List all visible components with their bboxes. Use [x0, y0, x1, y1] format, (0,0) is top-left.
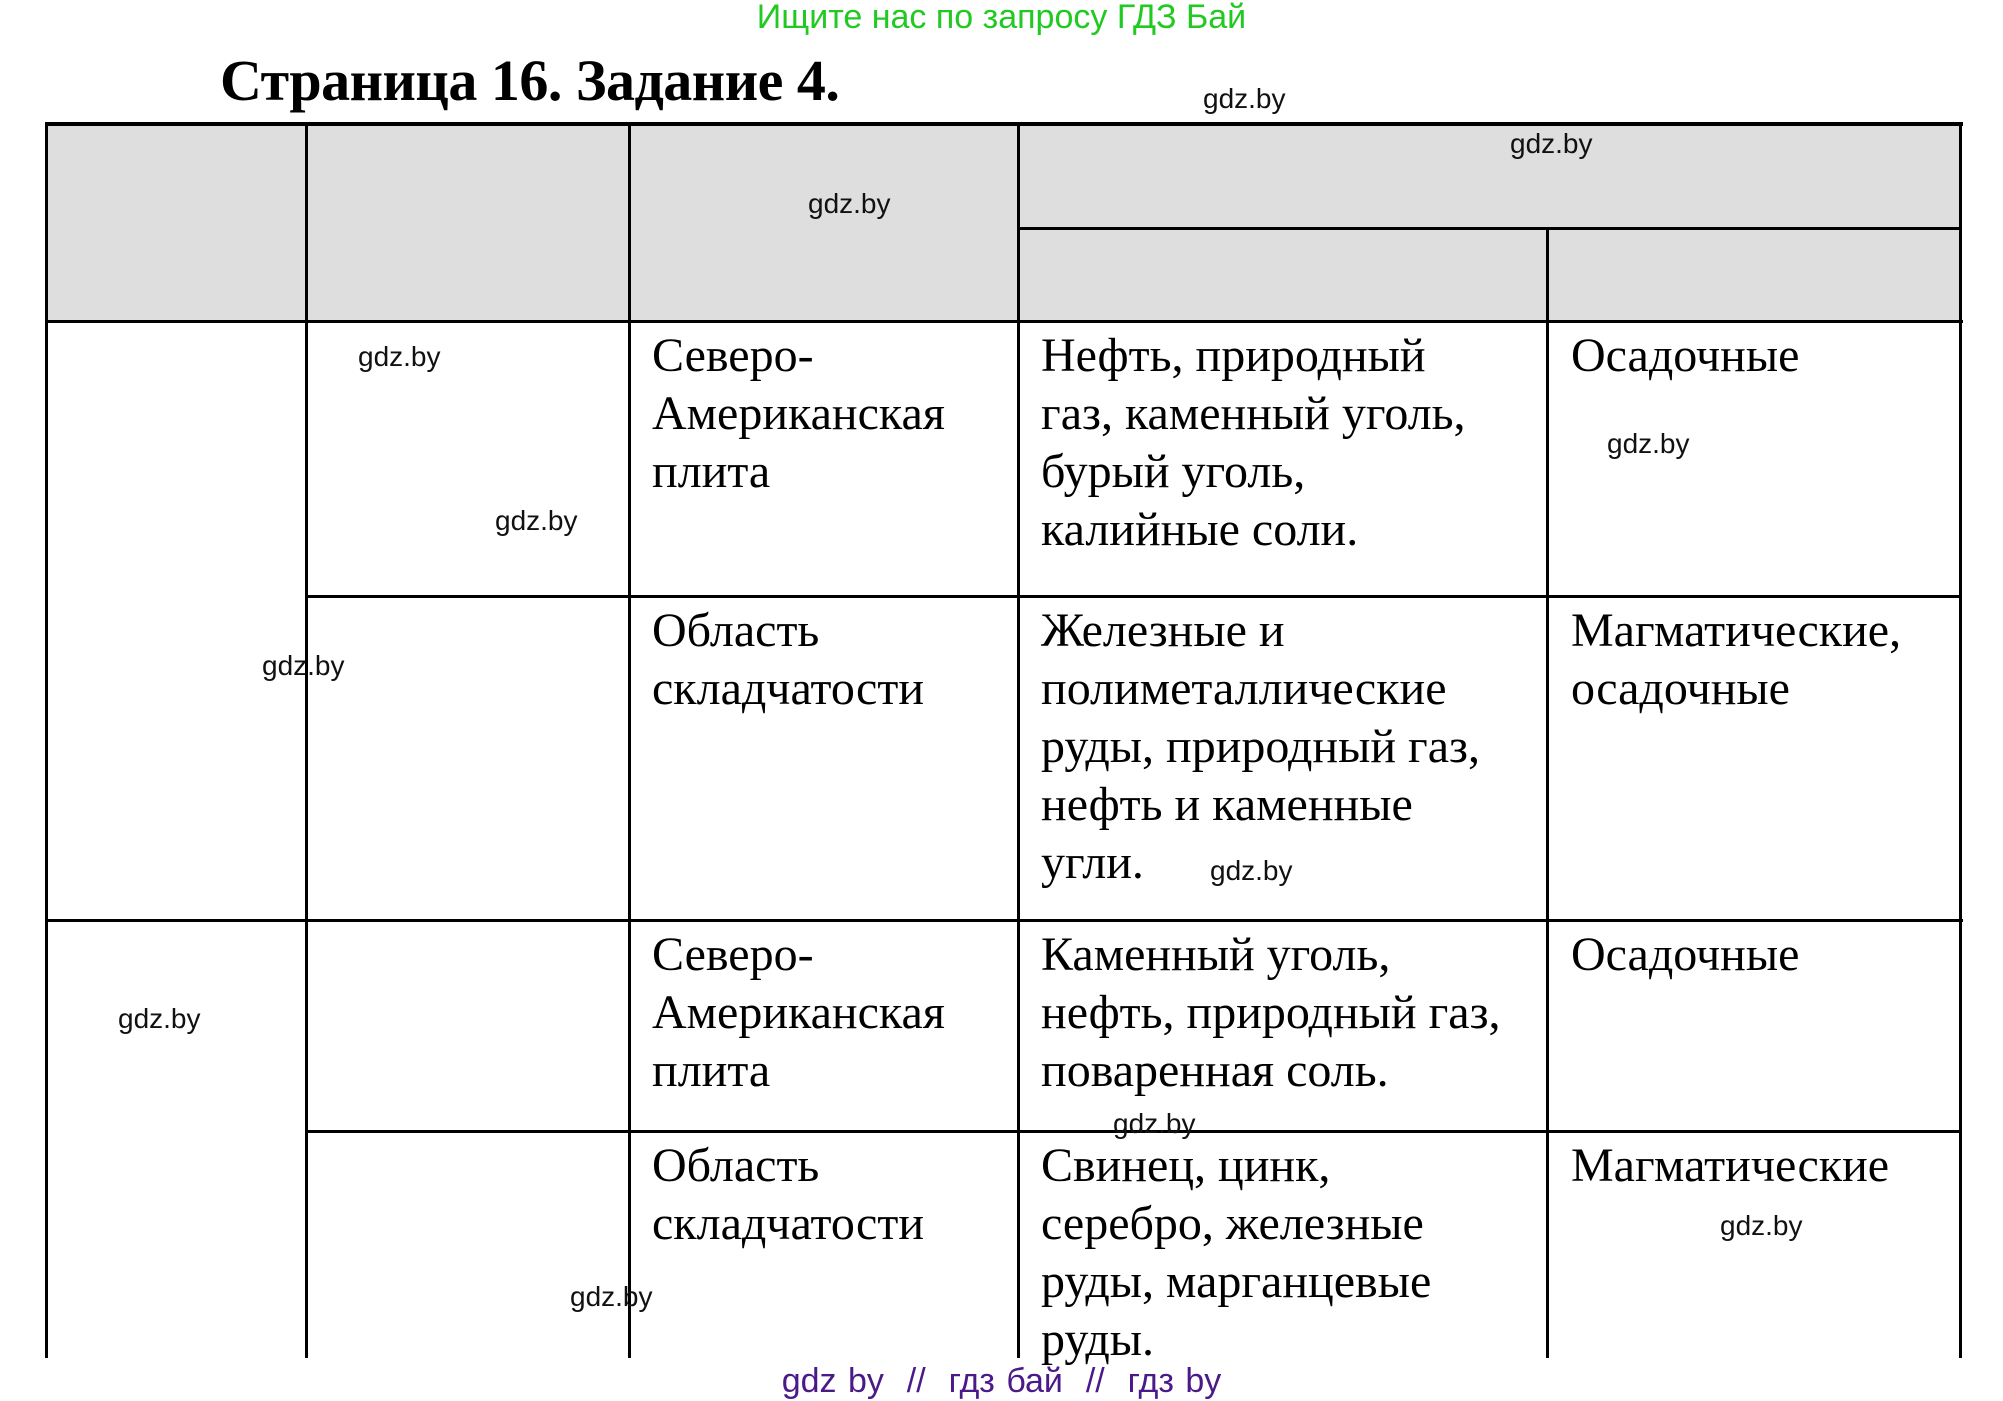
cell-structure-r1 — [652, 327, 945, 501]
watermark: gdz.by — [808, 188, 891, 219]
watermark: gdz.by — [570, 1281, 653, 1312]
header-subdivider — [1018, 227, 1960, 230]
cell-line: калийные соли. — [1041, 503, 1359, 556]
cell-line: Американская — [652, 986, 945, 1039]
row-divider-1 — [306, 595, 1960, 598]
table-header-background — [47, 124, 1960, 321]
cell-line: бурый уголь, — [1041, 445, 1306, 498]
watermark: gdz.by — [262, 650, 345, 681]
cell-line: осадочные — [1571, 662, 1790, 715]
cell-line: Северо- — [652, 928, 814, 981]
cell-line: угли. — [1041, 836, 1144, 889]
cell-line: руды, природный газ, — [1041, 720, 1481, 773]
watermark: gdz.by — [1203, 83, 1286, 114]
cell-line: Область — [652, 1139, 820, 1192]
watermark: gdz.by — [358, 341, 441, 372]
cell-line: Северо- — [652, 329, 814, 382]
cell-line: полиметаллические — [1041, 662, 1447, 715]
cell-minerals-r1 — [1041, 327, 1466, 559]
cell-line: Каменный уголь, — [1041, 928, 1391, 981]
cell-minerals-r2 — [1041, 602, 1480, 892]
table-top-border — [45, 122, 1963, 126]
watermark: gdz.by — [1607, 428, 1690, 459]
cell-line: газ, каменный уголь, — [1041, 387, 1466, 440]
cell-line: нефть, природный газ, — [1041, 986, 1501, 1039]
cell-line: Область — [652, 604, 820, 657]
cell-structure-r4 — [652, 1137, 924, 1253]
promo-banner-top[interactable]: Ищите нас по запросу ГДЗ Бай — [756, 0, 1247, 36]
table-right-border — [1959, 122, 1962, 1358]
cell-line: Нефть, природный — [1041, 329, 1426, 382]
watermark: gdz.by — [1113, 1108, 1196, 1139]
watermark: gdz.by — [495, 505, 578, 536]
cell-line: складчатости — [652, 662, 925, 715]
cell-rocks-r2 — [1571, 602, 1901, 718]
cell-line: плита — [652, 445, 771, 498]
cell-line: Магматические — [1571, 1139, 1890, 1192]
header-bottom-border — [45, 320, 1963, 323]
cell-line: плита — [652, 1044, 771, 1097]
section-divider — [45, 919, 1963, 922]
col-divider-3 — [1017, 122, 1020, 1358]
cell-line: Свинец, цинк, — [1041, 1139, 1331, 1192]
watermark: gdz.by — [1720, 1210, 1803, 1241]
cell-line: складчатости — [652, 1197, 925, 1250]
cell-line: поваренная соль. — [1041, 1044, 1389, 1097]
cell-line: Осадочные — [1571, 329, 1800, 382]
cell-line: руды, марганцевые — [1041, 1255, 1432, 1308]
cell-structure-r2 — [652, 602, 924, 718]
cell-line: Американская — [652, 387, 945, 440]
cell-line: нефть и каменные — [1041, 778, 1413, 831]
cell-rocks-r3 — [1571, 926, 1799, 984]
cell-minerals-r3 — [1041, 926, 1501, 1100]
cell-structure-r3 — [652, 926, 945, 1100]
cell-line: Железные и — [1041, 604, 1285, 657]
cell-rocks-r4 — [1571, 1137, 1889, 1195]
col-divider-4 — [1546, 227, 1549, 1358]
col-divider-1 — [305, 122, 308, 1358]
table-left-border — [45, 122, 48, 1358]
promo-banner-bottom[interactable]: gdz by // гдз бай // гдз by — [781, 1362, 1222, 1400]
cell-rocks-r1 — [1571, 327, 1799, 385]
cell-line: Магматические, — [1571, 604, 1902, 657]
page-title: Страница 16. Задание 4. — [220, 48, 840, 113]
cell-line: серебро, железные — [1041, 1197, 1424, 1250]
watermark: gdz.by — [1210, 855, 1293, 886]
watermark: gdz.by — [118, 1003, 201, 1034]
cell-minerals-r4 — [1041, 1137, 1431, 1369]
cell-line: руды. — [1041, 1313, 1155, 1366]
col-divider-2 — [628, 122, 631, 1358]
watermark: gdz.by — [1510, 128, 1593, 159]
cell-line: Осадочные — [1571, 928, 1800, 981]
